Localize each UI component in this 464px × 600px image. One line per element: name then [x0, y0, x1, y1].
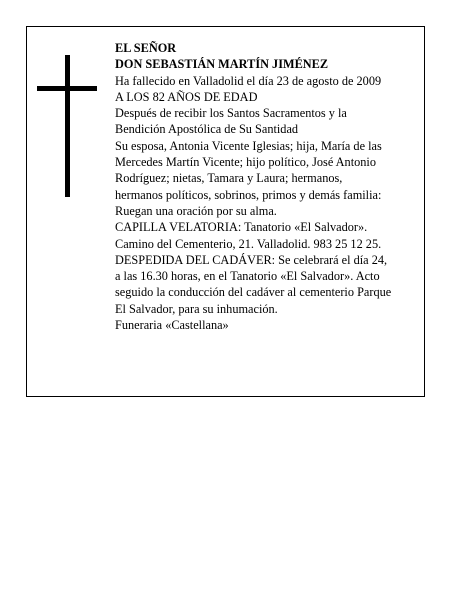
deceased-name: DON SEBASTIÁN MARTÍN JIMÉNEZ [115, 57, 329, 72]
cross-icon [37, 55, 97, 197]
funeral-home: Funeraria «Castellana» [115, 318, 229, 333]
notice-title: EL SEÑOR [115, 41, 177, 55]
family-line: Mercedes Martín Vicente; hijo político, José Antonio [115, 155, 376, 170]
sacraments-paragraph [115, 105, 423, 138]
farewell-line: a las 16.30 horas, en el Tanatorio «El Salvador». Acto [115, 269, 380, 284]
cross-vertical-bar [65, 55, 70, 197]
family-line: hermanos políticos, sobrinos, primos y demás familia: [115, 187, 382, 202]
chapel-paragraph [115, 219, 423, 252]
family-line: Ruegan una oración por su alma. [115, 203, 277, 218]
death-line: Ha fallecido en Valladolid el día 23 de agosto de 2009 [115, 73, 382, 88]
chapel-line: CAPILLA VELATORIA: Tanatorio «El Salvador». [115, 220, 368, 235]
farewell-paragraph [115, 252, 423, 317]
farewell-line: DESPEDIDA DEL CADÁVER: Se celebrará el día 24, [115, 252, 388, 267]
age-line: A LOS 82 AÑOS DE EDAD [115, 89, 258, 104]
family-line: Rodríguez; nietas, Tamara y Laura; hermanos, [115, 171, 343, 186]
farewell-line: seguido la conducción del cadáver al cementerio Parque [115, 285, 392, 300]
obituary-text [115, 40, 423, 333]
farewell-line: El Salvador, para su inhumación. [115, 301, 278, 316]
family-paragraph [115, 138, 423, 219]
obituary-notice [26, 26, 425, 397]
family-line: Su esposa, Antonia Vicente Iglesias; hija, María de las [115, 138, 382, 153]
sacraments-line: Bendición Apostólica de Su Santidad [115, 122, 299, 137]
cross-horizontal-bar [37, 86, 97, 91]
chapel-line: Camino del Cementerio, 21. Valladolid. 983 25 12 25. [115, 236, 382, 251]
sacraments-line: Después de recibir los Santos Sacramentos y la [115, 106, 347, 121]
